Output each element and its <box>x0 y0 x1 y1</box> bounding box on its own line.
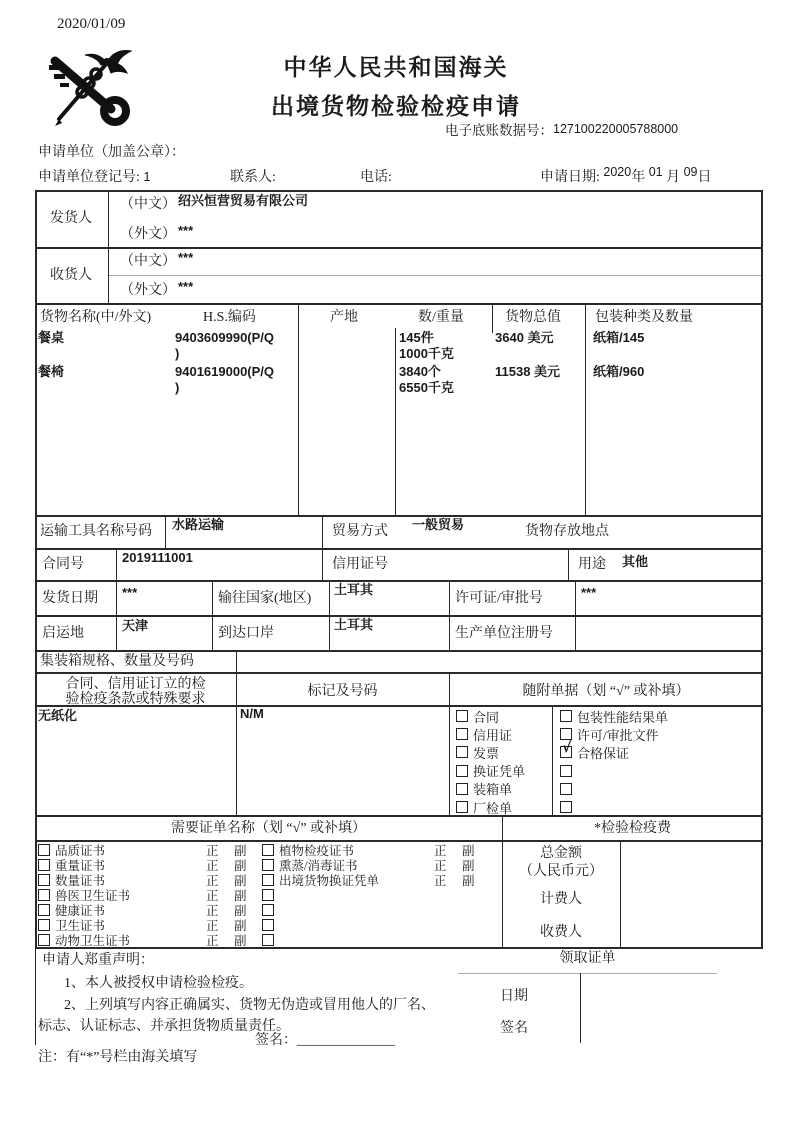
dest-country-value: 土耳其 <box>334 582 374 597</box>
consignor-cn-value: 绍兴恒营贸易有限公司 <box>178 193 309 208</box>
cert-item-label: 出境货物换证凭单 <box>279 873 380 888</box>
divider-line <box>620 840 621 947</box>
original-label: 正 <box>206 843 219 858</box>
usage-value: 其他 <box>622 554 649 569</box>
checkbox-icon <box>38 889 50 901</box>
doc-item <box>456 743 551 761</box>
contract-value: 2019111001 <box>122 550 193 565</box>
original-label: 正 <box>434 873 447 888</box>
cert-item <box>262 872 490 887</box>
cert-item-label: 健康证书 <box>55 903 106 918</box>
checkbox-icon <box>38 844 50 856</box>
divider-line <box>458 973 717 974</box>
checkbox-icon <box>456 765 468 777</box>
divider-line <box>568 548 569 580</box>
checkbox-icon <box>456 801 468 813</box>
consignee-en-value: *** <box>178 279 194 294</box>
divider-line <box>236 650 237 815</box>
checkbox-icon <box>560 765 572 777</box>
divider-line <box>322 515 323 580</box>
doc-item <box>560 740 760 761</box>
goods-header-hs: H.S.编码 <box>203 310 256 325</box>
storage-label: 货物存放地点 <box>525 524 609 539</box>
doc-item <box>456 725 551 743</box>
ship-date-label: 发货日期 <box>42 591 98 606</box>
consignee-label: 收货人 <box>50 268 92 283</box>
goods-row-qty: 145件 <box>399 330 434 345</box>
consignee-en-label: （外文） <box>120 283 176 298</box>
license-value: *** <box>581 585 597 600</box>
lc-label: 信用证号 <box>332 557 388 572</box>
producer-reg-label: 生产单位注册号 <box>455 626 553 641</box>
doc-item-label: 发票 <box>473 745 500 761</box>
doc-item-label: 厂检单 <box>473 800 513 816</box>
original-label: 正 <box>206 934 219 949</box>
doc-item-label: 许可/审批文件 <box>577 727 659 743</box>
doc-item-label: 换证凭单 <box>473 764 526 780</box>
fee-collector-label: 收费人 <box>540 925 582 940</box>
copy-label: 副 <box>234 888 247 903</box>
print-date: 2020/01/09 <box>57 16 126 32</box>
footnote: 注：有“*”号栏由海关填写 <box>38 1050 198 1065</box>
apply-date-label: 申请日期: <box>540 170 600 185</box>
contract-label: 合同号 <box>42 557 84 572</box>
apply-date-month: 01 <box>648 165 663 179</box>
goods-header-origin: 产地 <box>330 310 358 325</box>
declaration-title: 申请人郑重声明： <box>42 953 154 968</box>
checkbox-icon <box>262 934 274 946</box>
checkbox-icon <box>262 844 274 856</box>
divider-line <box>395 328 396 515</box>
divider-line <box>552 705 553 815</box>
apply-date-year: 2020 <box>603 165 632 179</box>
checkbox-icon <box>560 801 572 813</box>
goods-header-value: 货物总值 <box>505 310 561 325</box>
goods-row-weight: 6550千克 <box>399 380 454 395</box>
divider-line <box>35 303 763 305</box>
form-title-line1: 中华人民共和国海关 <box>283 54 509 80</box>
declaration-line2: 2、上列填写内容正确属实、货物无伪造或冒用他人的厂名、 <box>64 998 435 1013</box>
checkbox-icon <box>38 934 50 946</box>
clause-header-line1: 合同、信用证订立的检 <box>65 677 206 692</box>
checkbox-icon <box>456 783 468 795</box>
consignor-en-label: （外文） <box>120 227 176 242</box>
divider-line <box>35 247 763 249</box>
checkbox-icon <box>560 710 572 722</box>
cert-item <box>262 917 490 932</box>
doc-item-label: 合格保证 <box>577 745 630 761</box>
clause-header-line2: 验检疫条款或特殊要求 <box>65 692 206 707</box>
copy-label: 副 <box>234 843 247 858</box>
cert-item-label: 兽医卫生证书 <box>55 888 131 903</box>
consignor-cn-label: （中文） <box>120 197 176 212</box>
checkbox-icon <box>38 919 50 931</box>
checkbox-icon <box>262 859 274 871</box>
cert-item-label: 动物卫生证书 <box>55 934 131 949</box>
marks-header: 标记及号码 <box>307 684 378 699</box>
doc-item-label: 装箱单 <box>473 782 513 798</box>
divider-line <box>575 580 576 650</box>
goods-row-hs: 9401619000(P/Q <box>175 364 275 379</box>
marks-value: N/M <box>240 706 264 721</box>
original-label: 正 <box>206 919 219 934</box>
cert-item <box>262 902 490 917</box>
doc-item <box>456 780 551 798</box>
trade-mode-label: 贸易方式 <box>332 524 388 539</box>
doc-item <box>560 707 760 725</box>
divider-line <box>329 580 330 650</box>
checkbox-icon <box>262 874 274 886</box>
receipt-sign-label: 签名 <box>500 1021 528 1036</box>
goods-row-qty: 3840个 <box>399 364 441 379</box>
declaration-line1: 1、本人被授权申请检验检疫。 <box>64 976 253 991</box>
goods-row-value: 3640 美元 <box>495 330 554 345</box>
cert-item-label: 重量证书 <box>55 858 106 873</box>
consignor-en-value: *** <box>178 223 194 238</box>
divider-line <box>35 190 763 192</box>
checkbox-icon <box>560 740 572 758</box>
receipt-date-label: 日期 <box>500 989 528 1004</box>
cert-item <box>262 933 490 948</box>
fee-header: *检验检疫费 <box>594 821 671 836</box>
consignor-label: 发货人 <box>50 211 92 226</box>
checkbox-icon <box>456 746 468 758</box>
fee-total-label: 总金额 <box>540 846 582 861</box>
trade-mode-value: 一般贸易 <box>412 517 465 532</box>
usage-label: 用途 <box>578 557 606 572</box>
vehicle-value: 水路运输 <box>172 517 225 532</box>
check-mark: √ <box>562 740 572 757</box>
checkbox-icon <box>262 889 274 901</box>
departure-label: 启运地 <box>42 626 84 641</box>
applicant-reg-line <box>38 170 151 186</box>
divider-line <box>580 973 581 1043</box>
signature-label: 签名： <box>255 1033 297 1048</box>
divider-line <box>116 548 117 650</box>
divider-line <box>492 303 493 333</box>
copy-label: 副 <box>234 873 247 888</box>
container-label: 集装箱规格、数量及号码 <box>40 654 194 669</box>
cert-item-label: 植物检疫证书 <box>279 843 355 858</box>
signature-blank: ______________ <box>297 1033 395 1048</box>
vehicle-label: 运输工具名称号码 <box>40 524 152 539</box>
arrival-value: 土耳其 <box>334 617 374 632</box>
doc-item-label: 信用证 <box>473 727 513 743</box>
divider-line <box>35 947 36 1045</box>
applicant-reg-value: 1 <box>143 169 151 184</box>
goods-row-weight: 1000千克 <box>399 346 454 361</box>
goods-row-name: 餐椅 <box>38 364 65 379</box>
applicant-unit-label: 申请单位（加盖公章）： <box>38 145 185 160</box>
docs-checkbox-column-1 <box>456 707 551 816</box>
divider-line <box>108 275 763 276</box>
fee-calculator-label: 计费人 <box>540 892 582 907</box>
clause-value: 无纸化 <box>38 708 78 723</box>
copy-label: 副 <box>234 934 247 949</box>
divider-line <box>35 672 763 674</box>
original-label: 正 <box>434 858 447 873</box>
divider-line <box>165 515 166 548</box>
divider-line <box>35 650 763 652</box>
dest-country-label: 输往国家(地区) <box>218 591 312 606</box>
year-suffix: 年 <box>631 170 646 185</box>
cert-item-label: 品质证书 <box>55 843 106 858</box>
certs-header: 需要证单名称（划 “√” 或补填） <box>170 821 367 836</box>
goods-header-qty: 数/重量 <box>418 310 464 325</box>
signature-line <box>255 1033 395 1049</box>
copy-label: 副 <box>462 858 475 873</box>
original-label: 正 <box>206 903 219 918</box>
divider-line <box>298 303 299 515</box>
goods-row-packing: 纸箱/960 <box>593 364 645 379</box>
goods-header-packing: 包装种类及数量 <box>595 310 693 325</box>
cert-item-label: 熏蒸/消毒证书 <box>279 858 358 873</box>
eaccount-value: 127100220005788000 <box>553 122 679 136</box>
apply-date-line <box>540 165 712 186</box>
doc-item-label: 合同 <box>473 709 500 725</box>
goods-row-name: 餐桌 <box>38 330 65 345</box>
divider-line <box>35 515 763 517</box>
divider-line <box>585 303 586 515</box>
doc-item <box>560 780 760 798</box>
checkbox-icon <box>560 728 572 740</box>
checkbox-icon <box>262 904 274 916</box>
eaccount-label: 电子底账数据号： <box>445 123 553 138</box>
original-label: 正 <box>206 858 219 873</box>
phone-label: 电话: <box>360 170 392 185</box>
copy-label: 副 <box>234 919 247 934</box>
goods-row-packing: 纸箱/145 <box>593 330 645 345</box>
checkbox-icon <box>38 874 50 886</box>
goods-row-hs: 9403609990(P/Q <box>175 330 275 345</box>
contact-label: 联系人: <box>230 170 276 185</box>
doc-item <box>560 762 760 780</box>
cert-item-label: 数量证书 <box>55 873 106 888</box>
day-suffix: 日 <box>697 170 712 185</box>
certs-column-1 <box>38 842 262 948</box>
doc-item-label: 包装性能结果单 <box>577 709 669 725</box>
checkbox-icon <box>262 919 274 931</box>
consignee-cn-value: *** <box>178 250 194 265</box>
checkbox-icon <box>38 859 50 871</box>
original-label: 正 <box>206 888 219 903</box>
docs-checkbox-column-2 <box>560 707 760 816</box>
departure-value: 天津 <box>122 618 149 633</box>
cert-item <box>262 887 490 902</box>
goods-header-name: 货物名称(中/外文) <box>40 310 152 325</box>
copy-label: 副 <box>234 858 247 873</box>
goods-row-hs-wrap: ) <box>175 380 180 395</box>
copy-label: 副 <box>462 873 475 888</box>
checkbox-icon <box>456 710 468 722</box>
declaration-line3: 标志、认证标志、并承担货物质量责任。 <box>38 1019 290 1034</box>
doc-item <box>560 798 760 816</box>
docs-header: 随附单据（划 “√” 或补填） <box>522 684 690 699</box>
checkbox-icon <box>38 904 50 916</box>
goods-row-hs-wrap: ) <box>175 346 180 361</box>
month-suffix: 月 <box>666 170 681 185</box>
divider-line <box>35 580 763 582</box>
fee-total-currency-label: （人民币元） <box>519 864 603 879</box>
form-title-line2: 出境货物检验检疫申请 <box>271 93 521 119</box>
eaccount-line <box>445 123 678 139</box>
doc-item <box>456 798 551 816</box>
divider-line <box>108 190 109 303</box>
license-label: 许可证/审批号 <box>455 591 543 606</box>
certs-column-2 <box>262 842 490 948</box>
doc-item <box>560 725 760 743</box>
applicant-reg-label: 申请单位登记号: <box>38 170 140 185</box>
apply-date-day: 09 <box>683 165 698 179</box>
checkbox-icon <box>560 783 572 795</box>
copy-label: 副 <box>234 903 247 918</box>
goods-row-value: 11538 美元 <box>495 364 561 379</box>
arrival-label: 到达口岸 <box>218 626 274 641</box>
ship-date-value: *** <box>122 585 138 600</box>
consignee-cn-label: （中文） <box>120 254 176 269</box>
cert-item-label: 卫生证书 <box>55 919 106 934</box>
divider-line <box>449 580 450 650</box>
copy-label: 副 <box>462 843 475 858</box>
cert-item <box>38 933 262 948</box>
divider-line <box>35 615 763 617</box>
original-label: 正 <box>206 873 219 888</box>
original-label: 正 <box>434 843 447 858</box>
checkbox-icon <box>456 728 468 740</box>
doc-item <box>456 762 551 780</box>
divider-line <box>212 580 213 650</box>
doc-item <box>456 707 551 725</box>
receipt-title: 领取证单 <box>559 951 616 966</box>
